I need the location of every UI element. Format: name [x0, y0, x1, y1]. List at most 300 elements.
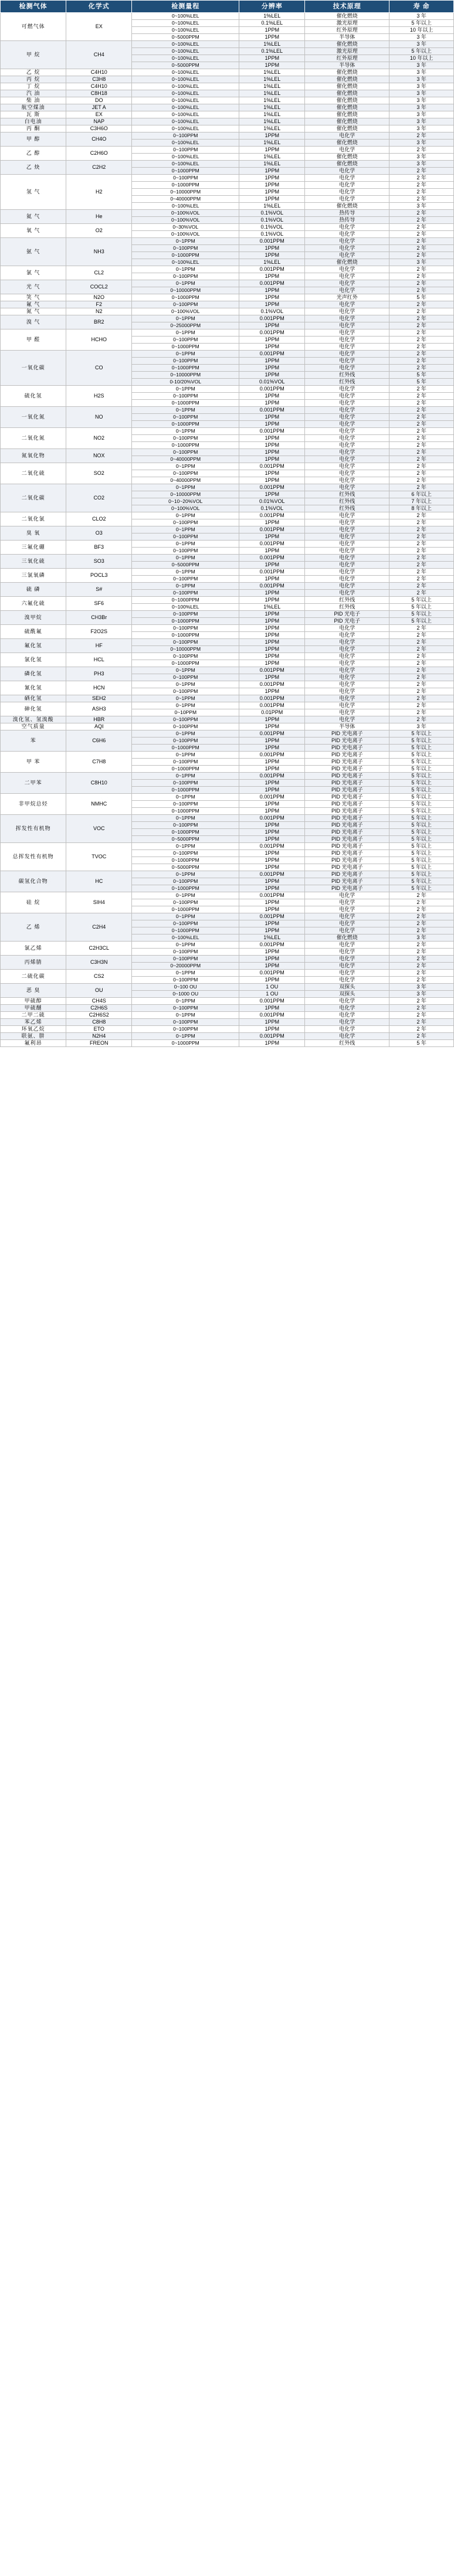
cell-range: 0~5000PPM [132, 62, 239, 69]
cell-gas-name: 氯 气 [1, 266, 66, 280]
cell-life: 2 年 [389, 224, 454, 231]
cell-range: 0~100%LEL [132, 118, 239, 125]
cell-life: 2 年 [389, 660, 454, 667]
cell-resolution: 1PPM [239, 590, 305, 597]
cell-technology: PID 光电离子 [305, 738, 389, 745]
cell-gas-name: 笑 气 [1, 294, 66, 301]
cell-technology: 电化学 [305, 583, 389, 590]
cell-range: 0~100PPM [132, 393, 239, 400]
cell-resolution: 0.001PPM [239, 315, 305, 322]
cell-range: 0~100PPM [132, 358, 239, 365]
cell-resolution: 0.01%VOL [239, 498, 305, 505]
cell-formula: NO2 [66, 428, 132, 449]
cell-life: 3 年 [389, 140, 454, 147]
cell-resolution: 0.001PPM [239, 238, 305, 245]
cell-life: 5 年以上 [389, 850, 454, 857]
cell-technology: PID 光电离子 [305, 878, 389, 885]
table-row [1, 407, 454, 414]
cell-resolution: 0.001PPM [239, 730, 305, 738]
cell-technology: 电化学 [305, 477, 389, 484]
cell-resolution: 1%LEL [239, 90, 305, 97]
cell-technology: 激光原理 [305, 48, 389, 55]
table-row [1, 913, 454, 920]
cell-range: 0~100%VOL [132, 308, 239, 315]
cell-range: 0~1000PPM [132, 442, 239, 449]
cell-resolution: 0.001PPM [239, 555, 305, 562]
cell-life: 5 年 [389, 372, 454, 379]
cell-formula: C2H6S [66, 1005, 132, 1012]
cell-formula: C4H10 [66, 83, 132, 90]
cell-range: 0~100PPM [132, 801, 239, 808]
table-row [1, 83, 454, 90]
cell-formula: NMHC [66, 794, 132, 815]
cell-range: 0~100PPM [132, 175, 239, 182]
cell-technology: 电化学 [305, 252, 389, 259]
cell-range: 0~1PPM [132, 463, 239, 470]
table-row [1, 41, 454, 48]
cell-resolution: 1PPM [239, 759, 305, 766]
table-row [1, 942, 454, 949]
cell-resolution: 0.001PPM [239, 794, 305, 801]
cell-formula: CH4S [66, 998, 132, 1005]
table-row [1, 449, 454, 456]
cell-formula: S# [66, 583, 132, 597]
cell-technology: PID 光电离子 [305, 766, 389, 773]
table-row [1, 681, 454, 688]
cell-life: 5 年以上 [389, 864, 454, 871]
cell-range: 0~100PPM [132, 519, 239, 526]
table-row [1, 730, 454, 738]
cell-resolution: 1%LEL [239, 76, 305, 83]
cell-resolution: 1%LEL [239, 140, 305, 147]
cell-gas-name: 非甲烷总烃 [1, 794, 66, 815]
cell-technology: 电化学 [305, 716, 389, 723]
table-row [1, 386, 454, 393]
cell-technology: 电化学 [305, 625, 389, 632]
cell-resolution: 1PPM [239, 442, 305, 449]
cell-gas-name: 二甲苯 [1, 773, 66, 794]
cell-range: 0~100PPM [132, 449, 239, 456]
table-row [1, 90, 454, 97]
cell-technology: 催化燃烧 [305, 154, 389, 161]
cell-technology: 电化学 [305, 906, 389, 913]
cell-technology: 半导体 [305, 34, 389, 41]
cell-resolution: 1%LEL [239, 604, 305, 611]
cell-formula: N2O [66, 294, 132, 301]
cell-life: 3 年 [389, 259, 454, 266]
cell-technology: PID 光电离子 [305, 885, 389, 892]
cell-resolution: 0.001PPM [239, 569, 305, 576]
cell-gas-name: 氨 气 [1, 238, 66, 266]
table-body [1, 13, 454, 1047]
cell-gas-name: 可燃气体 [1, 13, 66, 41]
cell-formula: C8H10 [66, 773, 132, 794]
cell-technology: 催化燃烧 [305, 203, 389, 210]
cell-resolution: 1PPM [239, 414, 305, 421]
cell-life: 2 年 [389, 231, 454, 238]
cell-resolution: 1PPM [239, 625, 305, 632]
table-row [1, 512, 454, 519]
cell-range: 0~10PPM [132, 709, 239, 716]
cell-formula: SEH2 [66, 695, 132, 702]
cell-technology: 电化学 [305, 238, 389, 245]
cell-life: 2 年 [389, 428, 454, 435]
cell-life: 6 年以上 [389, 491, 454, 498]
cell-technology: 电化学 [305, 562, 389, 569]
cell-technology: 催化燃烧 [305, 90, 389, 97]
cell-gas-name: 三氧化硫 [1, 555, 66, 569]
cell-technology: 电化学 [305, 280, 389, 287]
cell-technology: 电化学 [305, 998, 389, 1005]
cell-resolution: 1PPM [239, 674, 305, 681]
cell-gas-name: 甲 烷 [1, 41, 66, 69]
column-header-gas: 检测气体 [1, 1, 66, 13]
cell-gas-name: 溴甲烷 [1, 611, 66, 625]
cell-gas-name: 联氨、肼 [1, 1033, 66, 1040]
cell-resolution: 1%LEL [239, 125, 305, 132]
cell-gas-name: 二氧化碳 [1, 484, 66, 512]
cell-technology: PID 光电离子 [305, 843, 389, 850]
cell-technology: 电化学 [305, 555, 389, 562]
cell-life: 3 年 [389, 723, 454, 730]
cell-formula: TVOC [66, 843, 132, 871]
cell-technology: 电化学 [305, 308, 389, 315]
cell-resolution: 0.01PPM [239, 709, 305, 716]
cell-range: 0~1PPM [132, 280, 239, 287]
cell-gas-name: 溴化氢、氢溴酸 [1, 716, 66, 723]
cell-range: 0~1000PPM [132, 927, 239, 934]
gas-detection-table [0, 0, 454, 1047]
cell-gas-name: 硅 烷 [1, 892, 66, 913]
cell-range: 0~100%LEL [132, 76, 239, 83]
cell-resolution: 1PPM [239, 618, 305, 625]
cell-range: 0~1PPM [132, 998, 239, 1005]
cell-life: 5 年以上 [389, 878, 454, 885]
cell-technology: 电化学 [305, 189, 389, 196]
cell-range: 0~100%LEL [132, 161, 239, 168]
cell-range: 0~100PPM [132, 716, 239, 723]
cell-resolution: 1%LEL [239, 13, 305, 20]
table-row [1, 111, 454, 118]
cell-resolution: 1%LEL [239, 97, 305, 104]
cell-resolution: 0.001PPM [239, 266, 305, 273]
cell-life: 2 年 [389, 1033, 454, 1040]
cell-formula: HCN [66, 681, 132, 695]
cell-life: 2 年 [389, 913, 454, 920]
cell-resolution: 1PPM [239, 34, 305, 41]
cell-technology: 电化学 [305, 245, 389, 252]
cell-technology: 电化学 [305, 695, 389, 702]
cell-technology: 电化学 [305, 407, 389, 414]
cell-life: 2 年 [389, 963, 454, 970]
cell-technology: 红外原理 [305, 27, 389, 34]
cell-gas-name: 二氧化氯 [1, 512, 66, 526]
cell-resolution: 0.001PPM [239, 386, 305, 393]
cell-resolution: 0.001PPM [239, 998, 305, 1005]
cell-range: 0~100%LEL [132, 83, 239, 90]
cell-range: 0~25000PPM [132, 322, 239, 329]
cell-technology: 红外线 [305, 505, 389, 512]
cell-range: 0~100%LEL [132, 20, 239, 27]
cell-range: 0~1000PPM [132, 745, 239, 752]
cell-gas-name: 环氧乙烷 [1, 1026, 66, 1033]
cell-range: 0~1000PPM [132, 597, 239, 604]
cell-range: 0~100PPM [132, 850, 239, 857]
cell-formula: SO2 [66, 463, 132, 484]
cell-range: 0~1000PPM [132, 400, 239, 407]
cell-resolution: 1PPM [239, 906, 305, 913]
cell-resolution: 1 OU [239, 991, 305, 998]
cell-technology: 电化学 [305, 1012, 389, 1019]
cell-life: 2 年 [389, 435, 454, 442]
cell-range: 0~100PPM [132, 301, 239, 308]
table-row [1, 428, 454, 435]
cell-range: 0~100PPM [132, 738, 239, 745]
cell-life: 3 年 [389, 90, 454, 97]
table-row [1, 555, 454, 562]
cell-formula: EX [66, 111, 132, 118]
cell-life: 2 年 [389, 639, 454, 646]
cell-range: 0~1000PPM [132, 766, 239, 773]
cell-life: 2 年 [389, 555, 454, 562]
cell-formula: CH3Br [66, 611, 132, 625]
cell-resolution: 0.001PPM [239, 752, 305, 759]
cell-life: 2 年 [389, 716, 454, 723]
cell-resolution: 1PPM [239, 1026, 305, 1033]
cell-technology: 电化学 [305, 674, 389, 681]
table-row [1, 97, 454, 104]
cell-formula: VOC [66, 815, 132, 843]
cell-technology: 电化学 [305, 400, 389, 407]
cell-resolution: 0.001PPM [239, 695, 305, 702]
cell-technology: 电化学 [305, 541, 389, 548]
cell-resolution: 0.001PPM [239, 913, 305, 920]
cell-technology: PID 光电子 [305, 611, 389, 618]
cell-range: 0~100PPM [132, 674, 239, 681]
cell-formula: CH4 [66, 41, 132, 69]
cell-range: 0~100PPM [132, 639, 239, 646]
cell-life: 2 年 [389, 132, 454, 140]
cell-life: 5 年以上 [389, 611, 454, 618]
cell-resolution: 0.1%VOL [239, 308, 305, 315]
cell-formula: O2 [66, 224, 132, 238]
cell-technology: 电化学 [305, 653, 389, 660]
cell-technology: PID 光电离子 [305, 773, 389, 780]
table-row [1, 210, 454, 217]
cell-range: 0~1PPM [132, 730, 239, 738]
cell-range: 0~100%LEL [132, 41, 239, 48]
cell-gas-name: 硫酰氟 [1, 625, 66, 639]
cell-gas-name: 硫化氢 [1, 386, 66, 407]
cell-life: 2 年 [389, 667, 454, 674]
cell-range: 0~100PPM [132, 920, 239, 927]
cell-technology: 双探头 [305, 984, 389, 991]
cell-formula: NAP [66, 118, 132, 125]
cell-life: 5 年以上 [389, 829, 454, 836]
cell-life: 5 年以上 [389, 597, 454, 604]
cell-resolution: 1PPM [239, 850, 305, 857]
cell-life: 5 年以上 [389, 752, 454, 759]
table-row [1, 569, 454, 576]
cell-resolution: 1PPM [239, 189, 305, 196]
cell-life: 3 年 [389, 991, 454, 998]
cell-life: 3 年 [389, 13, 454, 20]
cell-range: 0~100PPM [132, 470, 239, 477]
cell-resolution: 1PPM [239, 337, 305, 344]
cell-formula: O3 [66, 526, 132, 541]
cell-technology: 电化学 [305, 351, 389, 358]
cell-technology: PID 光电离子 [305, 829, 389, 836]
cell-life: 2 年 [389, 463, 454, 470]
cell-life: 5 年以上 [389, 822, 454, 829]
cell-resolution: 1PPM [239, 562, 305, 569]
cell-technology: 电化学 [305, 526, 389, 533]
cell-technology: 电化学 [305, 358, 389, 365]
cell-technology: 电化学 [305, 1026, 389, 1033]
cell-life: 5 年以上 [389, 815, 454, 822]
cell-range: 0~1PPM [132, 942, 239, 949]
cell-range: 0~1PPM [132, 238, 239, 245]
cell-technology: PID 光电离子 [305, 801, 389, 808]
cell-formula: SO3 [66, 555, 132, 569]
cell-life: 2 年 [389, 449, 454, 456]
cell-life: 2 年 [389, 927, 454, 934]
cell-life: 2 年 [389, 456, 454, 463]
cell-technology: 催化燃烧 [305, 41, 389, 48]
cell-resolution: 1PPM [239, 548, 305, 555]
cell-life: 2 年 [389, 238, 454, 245]
cell-resolution: 1PPM [239, 660, 305, 667]
cell-life: 2 年 [389, 949, 454, 956]
cell-resolution: 1PPM [239, 175, 305, 182]
cell-range: 0~100PPM [132, 337, 239, 344]
cell-technology: 电化学 [305, 639, 389, 646]
cell-resolution: 1PPM [239, 294, 305, 301]
cell-range: 0~20000PPM [132, 963, 239, 970]
cell-formula: CS2 [66, 970, 132, 984]
cell-formula: F2 [66, 301, 132, 308]
cell-formula: CL2 [66, 266, 132, 280]
cell-gas-name: 硫 磷 [1, 583, 66, 597]
cell-range: 0~100%VOL [132, 217, 239, 224]
cell-technology: 电化学 [305, 569, 389, 576]
cell-resolution: 1PPM [239, 62, 305, 69]
cell-range: 0~5000PPM [132, 34, 239, 41]
cell-life: 2 年 [389, 1012, 454, 1019]
cell-resolution: 0.001PPM [239, 815, 305, 822]
cell-range: 0~100PPM [132, 414, 239, 421]
cell-resolution: 1PPM [239, 822, 305, 829]
cell-life: 2 年 [389, 548, 454, 555]
cell-resolution: 1PPM [239, 716, 305, 723]
cell-life: 2 年 [389, 977, 454, 984]
cell-resolution: 1PPM [239, 147, 305, 154]
table-row [1, 653, 454, 660]
cell-life: 2 年 [389, 280, 454, 287]
cell-technology: 催化燃烧 [305, 161, 389, 168]
cell-technology: 电化学 [305, 287, 389, 294]
cell-gas-name: 三氯氧磷 [1, 569, 66, 583]
cell-range: 0~1000PPM [132, 294, 239, 301]
cell-resolution: 1PPM [239, 766, 305, 773]
table-row [1, 76, 454, 83]
cell-technology: 电化学 [305, 512, 389, 519]
cell-resolution: 0.001PPM [239, 681, 305, 688]
cell-technology: 电化学 [305, 1019, 389, 1026]
cell-resolution: 1PPM [239, 576, 305, 583]
cell-range: 0~1000PPM [132, 885, 239, 892]
cell-technology: 红外线 [305, 372, 389, 379]
cell-technology: PID 光电离子 [305, 864, 389, 871]
cell-technology: 催化燃烧 [305, 140, 389, 147]
cell-life: 2 年 [389, 470, 454, 477]
cell-life: 2 年 [389, 386, 454, 393]
cell-resolution: 0.001PPM [239, 526, 305, 533]
cell-technology: 电化学 [305, 576, 389, 583]
cell-resolution: 1PPM [239, 519, 305, 526]
cell-formula: CLO2 [66, 512, 132, 526]
cell-resolution: 0.001PPM [239, 484, 305, 491]
cell-resolution: 1PPM [239, 322, 305, 329]
cell-resolution: 1PPM [239, 1040, 305, 1047]
cell-resolution: 1PPM [239, 393, 305, 400]
cell-technology: 电化学 [305, 132, 389, 140]
cell-range: 0~100%LEL [132, 90, 239, 97]
cell-resolution: 0.001PPM [239, 702, 305, 709]
cell-gas-name: 氯化氢 [1, 653, 66, 667]
cell-resolution: 1PPM [239, 836, 305, 843]
cell-gas-name: 甲硫醚 [1, 1005, 66, 1012]
cell-technology: 电化学 [305, 1005, 389, 1012]
cell-range: 0~1PPM [132, 695, 239, 702]
table-row [1, 104, 454, 111]
cell-technology: 红外线 [305, 1040, 389, 1047]
cell-resolution: 1PPM [239, 899, 305, 906]
cell-formula: C3H8 [66, 76, 132, 83]
cell-range: 0~1PPM [132, 266, 239, 273]
cell-technology: 电化学 [305, 337, 389, 344]
cell-range: 0~1PPM [132, 555, 239, 562]
cell-range: 0~1PPM [132, 583, 239, 590]
cell-range: 0~1PPM [132, 843, 239, 850]
cell-technology: 电化学 [305, 660, 389, 667]
cell-technology: 红外线 [305, 597, 389, 604]
cell-formula: BF3 [66, 541, 132, 555]
cell-resolution: 1PPM [239, 168, 305, 175]
cell-life: 2 年 [389, 147, 454, 154]
table-row [1, 611, 454, 618]
table-row [1, 69, 454, 76]
cell-range: 0~1PPM [132, 892, 239, 899]
cell-life: 3 年 [389, 118, 454, 125]
cell-range: 0~100%LEL [132, 934, 239, 942]
table-row [1, 597, 454, 604]
cell-range: 0~1000PPM [132, 421, 239, 428]
cell-gas-name: 氧 气 [1, 224, 66, 238]
cell-life: 2 年 [389, 477, 454, 484]
cell-formula: CO2 [66, 484, 132, 512]
cell-resolution: 1PPM [239, 132, 305, 140]
cell-formula: C4H10 [66, 69, 132, 76]
cell-gas-name: 乙 炔 [1, 161, 66, 175]
cell-formula: PH3 [66, 667, 132, 681]
cell-range: 0~100PPM [132, 590, 239, 597]
cell-technology: 电化学 [305, 428, 389, 435]
cell-formula: HBR [66, 716, 132, 723]
cell-formula: HC [66, 871, 132, 892]
cell-range: 0~100%LEL [132, 604, 239, 611]
cell-life: 2 年 [389, 632, 454, 639]
